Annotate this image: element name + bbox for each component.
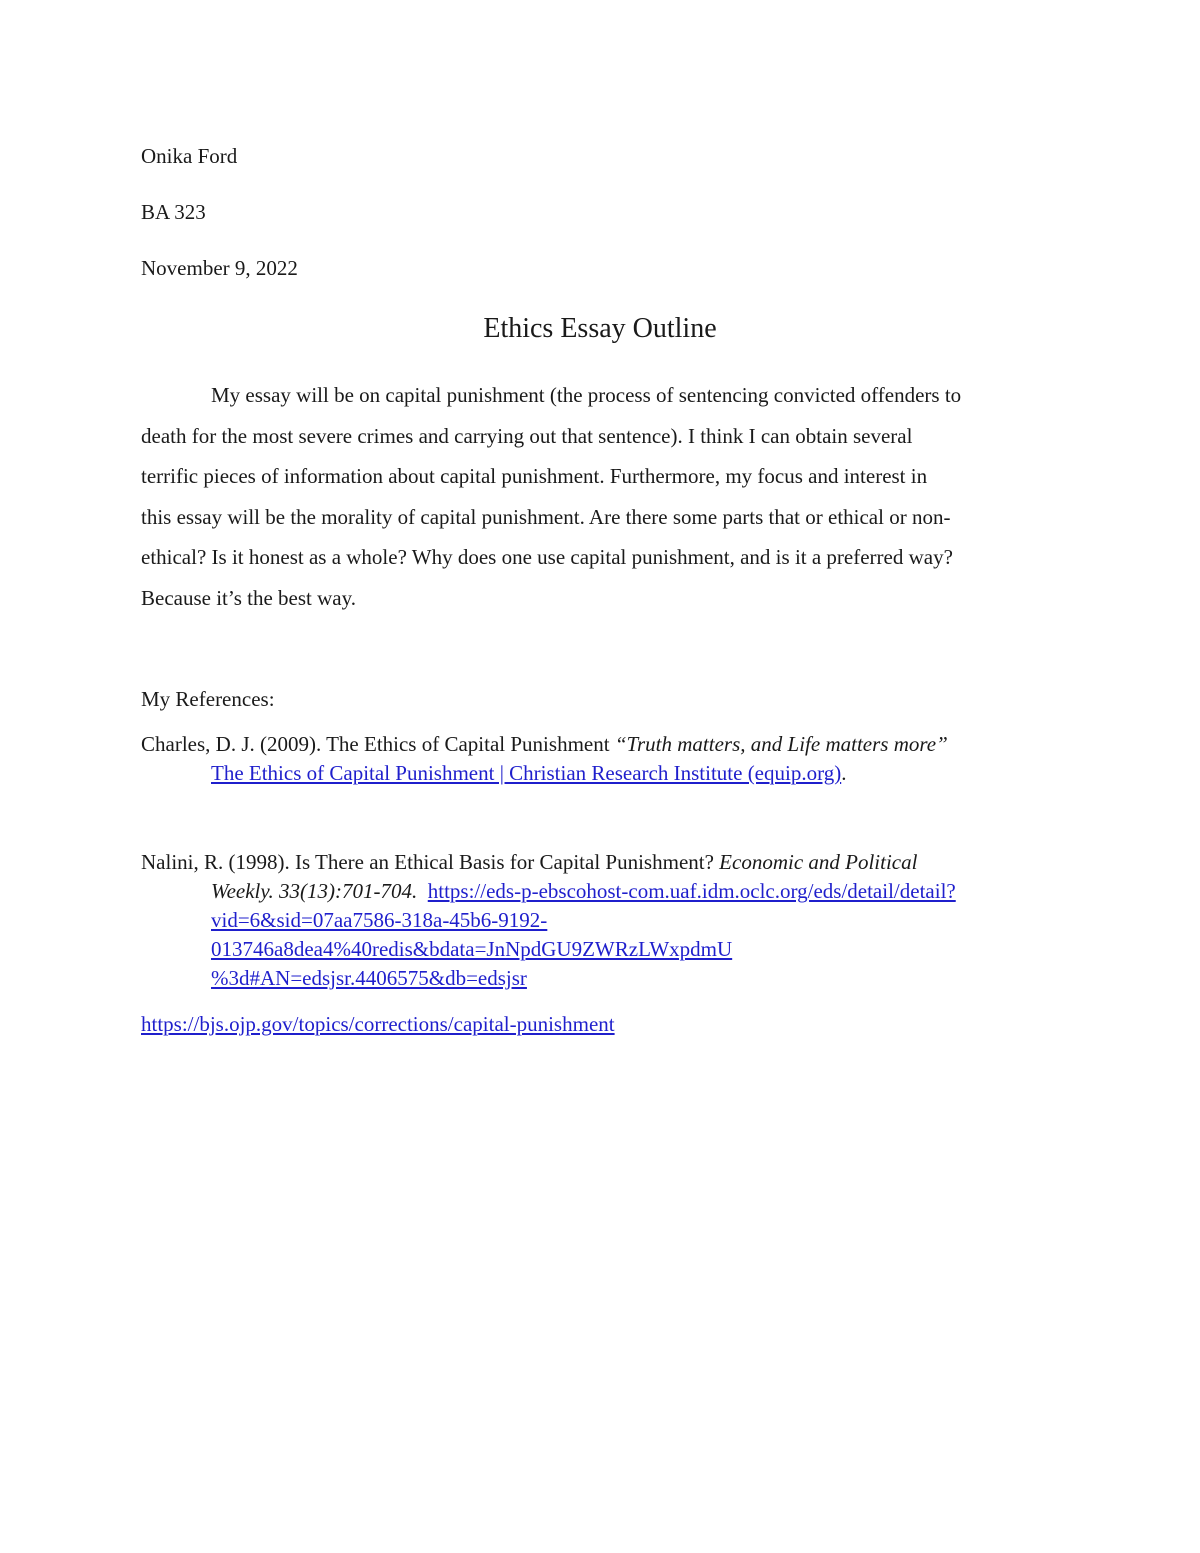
- journal-volume: Weekly. 33(13):701-704.: [211, 879, 418, 903]
- reference-quote: “Truth matters, and Life matters more”: [614, 732, 948, 756]
- reference-link-ebsco-3[interactable]: 013746a8dea4%40redis&bdata=JnNpdGU9ZWRzLWxpdmU: [211, 937, 733, 961]
- document-date: November 9, 2022: [141, 256, 298, 280]
- reference-link-ebsco-2[interactable]: vid=6&sid=07aa7586-318a-45b6-9192-: [211, 908, 548, 932]
- body-line: this essay will be the morality of capital punishment. Are there some parts that or ethical or non-: [141, 504, 951, 529]
- reference-charles: [141, 730, 1061, 788]
- reference-link-bjs[interactable]: https://bjs.ojp.gov/topics/corrections/capital-punishment: [141, 1012, 615, 1036]
- reference-period: .: [841, 761, 847, 785]
- reference-link-ebsco-4[interactable]: %3d#AN=edsjsr.4406575&db=edsjsr: [211, 966, 527, 990]
- body-line: Because it’s the best way.: [141, 585, 356, 610]
- body-line: My essay will be on capital punishment (the process of sentencing convicted offenders to: [211, 383, 962, 407]
- reference-nalini: [141, 848, 1061, 993]
- essay-body: [141, 375, 1061, 618]
- body-line: death for the most severe crimes and carrying out that sentence). I think I can obtain several: [141, 423, 913, 448]
- reference-bjs: [141, 1011, 615, 1037]
- reference-link-equip[interactable]: The Ethics of Capital Punishment | Christian Research Institute (equip.org): [211, 761, 842, 785]
- author-name: Onika Ford: [141, 144, 238, 168]
- page-title: Ethics Essay Outline: [483, 313, 717, 344]
- reference-text: Charles, D. J. (2009). The Ethics of Capital Punishment: [141, 732, 615, 756]
- body-line: ethical? Is it honest as a whole? Why does one use capital punishment, and is it a preferred way?: [141, 545, 953, 569]
- reference-text: Nalini, R. (1998). Is There an Ethical Basis for Capital Punishment?: [141, 850, 720, 874]
- body-line: terrific pieces of information about capital punishment. Furthermore, my focus and interest in: [141, 464, 928, 488]
- references-heading: My References:: [141, 687, 275, 711]
- reference-link-ebsco-1[interactable]: https://eds-p-ebscohost-com.uaf.idm.oclc.org/eds/detail/detail?: [427, 879, 956, 903]
- journal-name: Economic and Political: [719, 850, 918, 874]
- course-code: BA 323: [141, 200, 206, 224]
